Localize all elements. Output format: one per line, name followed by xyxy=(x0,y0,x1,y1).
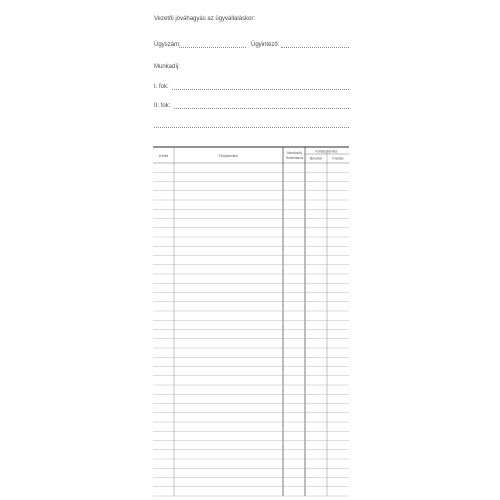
work-day-label: Munkadíj: xyxy=(154,64,181,70)
column-header-fee-line2: Számlázva xyxy=(285,156,304,160)
column-header-fee-line1: Munkadíj xyxy=(287,151,302,155)
column-header-income: Bevétel xyxy=(310,156,322,161)
handler-label: Ügyintéző: xyxy=(251,42,280,48)
column-header-date: Kelet xyxy=(158,153,169,158)
column-header-outgoing: Kiadás xyxy=(332,156,344,161)
second-instance-label: II. fok: xyxy=(154,103,171,109)
table-grid xyxy=(153,147,349,496)
column-header-expenses: Költségtérítés xyxy=(315,149,338,154)
column-header-description: Ténykedés xyxy=(218,153,238,158)
first-instance-label: I. fok: xyxy=(154,84,169,90)
case-number-label: Ügyszám: xyxy=(154,42,181,48)
approval-label: Vezetői jóváhagyás az ügyvállaláskor: xyxy=(154,16,256,22)
